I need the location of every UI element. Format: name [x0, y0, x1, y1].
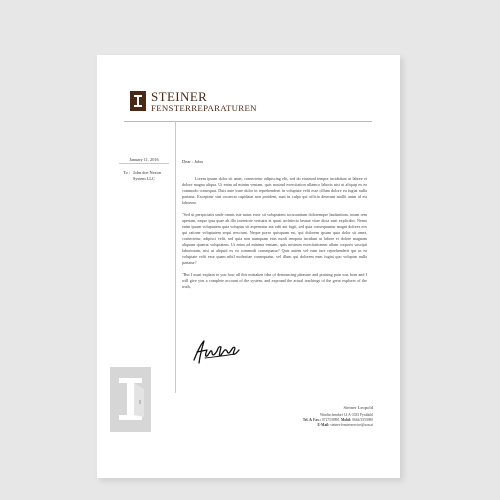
recipient-name: John doe Nexon System LLC	[133, 170, 161, 181]
footer-contact	[303, 405, 373, 428]
window-logo-icon	[130, 91, 146, 111]
company-subtitle: FENSTERREPARATUREN	[151, 103, 257, 113]
letter-paragraph: "Sed ut perspiciatis unde omnis iste natus error sit voluptatem accusantium doloremque laudantium, totam rem aperiam, eaque ipsa quae ab illo inventore veritatis et quasi architecto beatae vitae dicta sunt explicabo. Nemo enim ipsam voluptatem quia voluptas sit aspernatur aut odit aut fugit, sed quia consequuntur magni dolores eos qui ratione voluptatem sequi nesciunt. Neque porro quisquam est, qui dolorem ipsum quia dolor sit amet, consectetur, adipisci velit, sed quia non numquam eius modi tempora incidunt ut labore et dolore magnam aliquam quaerat voluptatem. Ut enim ad minima veniam, quis nostrum exercitationem ullam corporis suscipit laboriosam, nisi ut aliquid ex ea commodi consequatur? Quis autem vel eum iure reprehenderit qui in ea voluptate velit esse quam nihil molestiae consequatur, vel illum qui dolorem eum fugiat quo voluptas nulla pariatur?	[182, 212, 367, 265]
email-value: steiner-fensterservice@aon.at	[330, 423, 373, 427]
signature-image	[191, 338, 243, 366]
letter-body	[182, 176, 367, 296]
sender-address: Windischendorf 14 A-3335 Pyrabühl	[319, 413, 373, 417]
letter-greeting: Dear : John	[182, 159, 203, 164]
mobile-label: Mobil:	[340, 418, 352, 422]
letter-paragraph: "But I must explain to you how all this mistaken idea of denouncing pleasure and praising pain was born and I will give you a complete account of the system, and expound the actual teachings of the great explorer of the truth,	[182, 272, 367, 289]
company-name: STEINER	[151, 89, 208, 104]
sidebar-divider	[175, 121, 176, 393]
header-divider	[124, 121, 372, 122]
company-logo	[130, 90, 257, 113]
sender-name: Steiner Leopold	[343, 405, 373, 410]
date-divider	[119, 163, 169, 164]
window-watermark-icon	[110, 367, 151, 432]
sender-phone-line: Tel. & Fax.: 07275/8090, Mobil: 0664/3553980	[302, 418, 373, 422]
sender-email-line	[303, 423, 373, 428]
phone-value: 07275/8090	[321, 418, 340, 422]
letter-date: January 11, 2016	[129, 157, 159, 162]
mobile-value: 0664/3553980	[352, 418, 373, 422]
phone-label: Tel. & Fax.:	[302, 418, 322, 422]
recipient-label: To :	[123, 170, 130, 175]
letter-page	[97, 55, 400, 478]
email-label: E-Mail:	[317, 423, 330, 427]
company-wordmark	[151, 90, 257, 113]
letter-paragraph: Lorem ipsum dolor sit amet, consectetur adipiscing elit, sed do eiusmod tempor incididunt ut labore et dolore magna aliqua. Ut enim ad minim veniam, quis nostrud exercitation ullamco laboris nisi ut aliquip ex ea commodo consequat. Duis aute irure dolor in reprehenderit in voluptate velit esse cillum dolore eu fugiat nulla pariatur. Excepteur sint occaecat cupidatat non proident, sunt in culpa qui officia deserunt mollit anim id est laborum.	[182, 176, 367, 205]
